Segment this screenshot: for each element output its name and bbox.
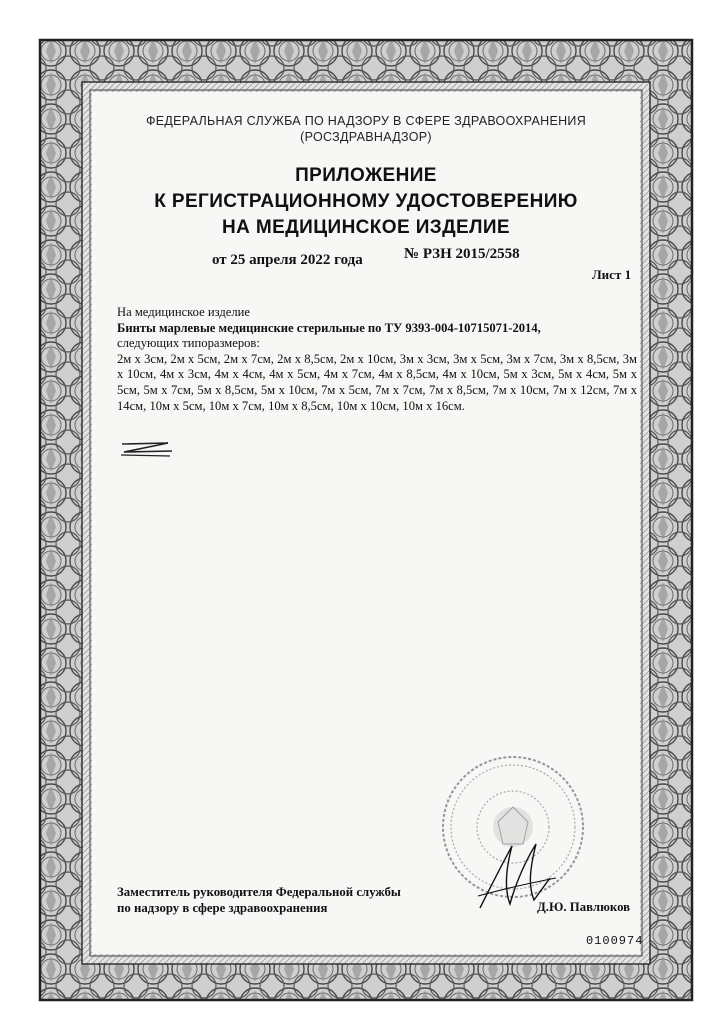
sizes-list: 2м х 3см, 2м х 5см, 2м х 7см, 2м х 8,5см, 2м х 10см, 3м х 3см, 3м х 5см, 3м х 7см, 3м х 8,5см, 3м х 10см, 4м х 3см, 4м х 4см, 4м х 5см, 4м х 7см, 4м х 8,5см, 4м х 10см, 5м х 3см, 5м х 4см, 5м х 5см, 5м х 7см, 5м х 8,5см, 5м х 10см, 7м х 5см, 7м х 7см, 7м х 8,5см, 7м х 10см, 7м х 12см, 7м х 14см, 10м х 5см, 10м х 7см, 10м х 8,5см, 10м х 10см, 10м х 16см. [117,351,637,413]
form-serial-number: 0100974 [586,934,644,948]
document-title-line3: НА МЕДИЦИНСКОЕ ИЗДЕЛИЕ [222,217,510,238]
signer-name: Д.Ю. Павлюков [537,900,631,914]
signer-position-line2: по надзору в сфере здравоохранения [117,901,328,915]
signer-position [117,884,401,916]
end-of-text-mark [118,440,178,462]
document-title-line2: К РЕГИСТРАЦИОННОМУ УДОСТОВЕРЕНИЮ [154,191,578,212]
document-title-line1: ПРИЛОЖЕНИЕ [295,165,437,186]
agency-name: ФЕДЕРАЛЬНАЯ СЛУЖБА ПО НАДЗОРУ В СФЕРЕ ЗДРАВООХРАНЕНИЯ [145,114,587,128]
document-body [117,305,637,414]
sizes-intro: следующих типоразмеров: [117,336,260,351]
signer-position-line1: Заместитель руководителя Федеральной службы [117,885,401,899]
body-lead: На медицинское изделие [117,305,250,319]
product-name: Бинты марлевые медицинские стерильные по ТУ 9393-004-10715071-2014, [117,320,541,335]
registration-number: № РЗН 2015/2558 [404,246,520,262]
sheet-number: Лист 1 [592,267,632,282]
agency-abbreviation: (РОСЗДРАВНАДЗОР) [300,130,432,144]
issue-date: от 25 апреля 2022 года [212,252,363,268]
